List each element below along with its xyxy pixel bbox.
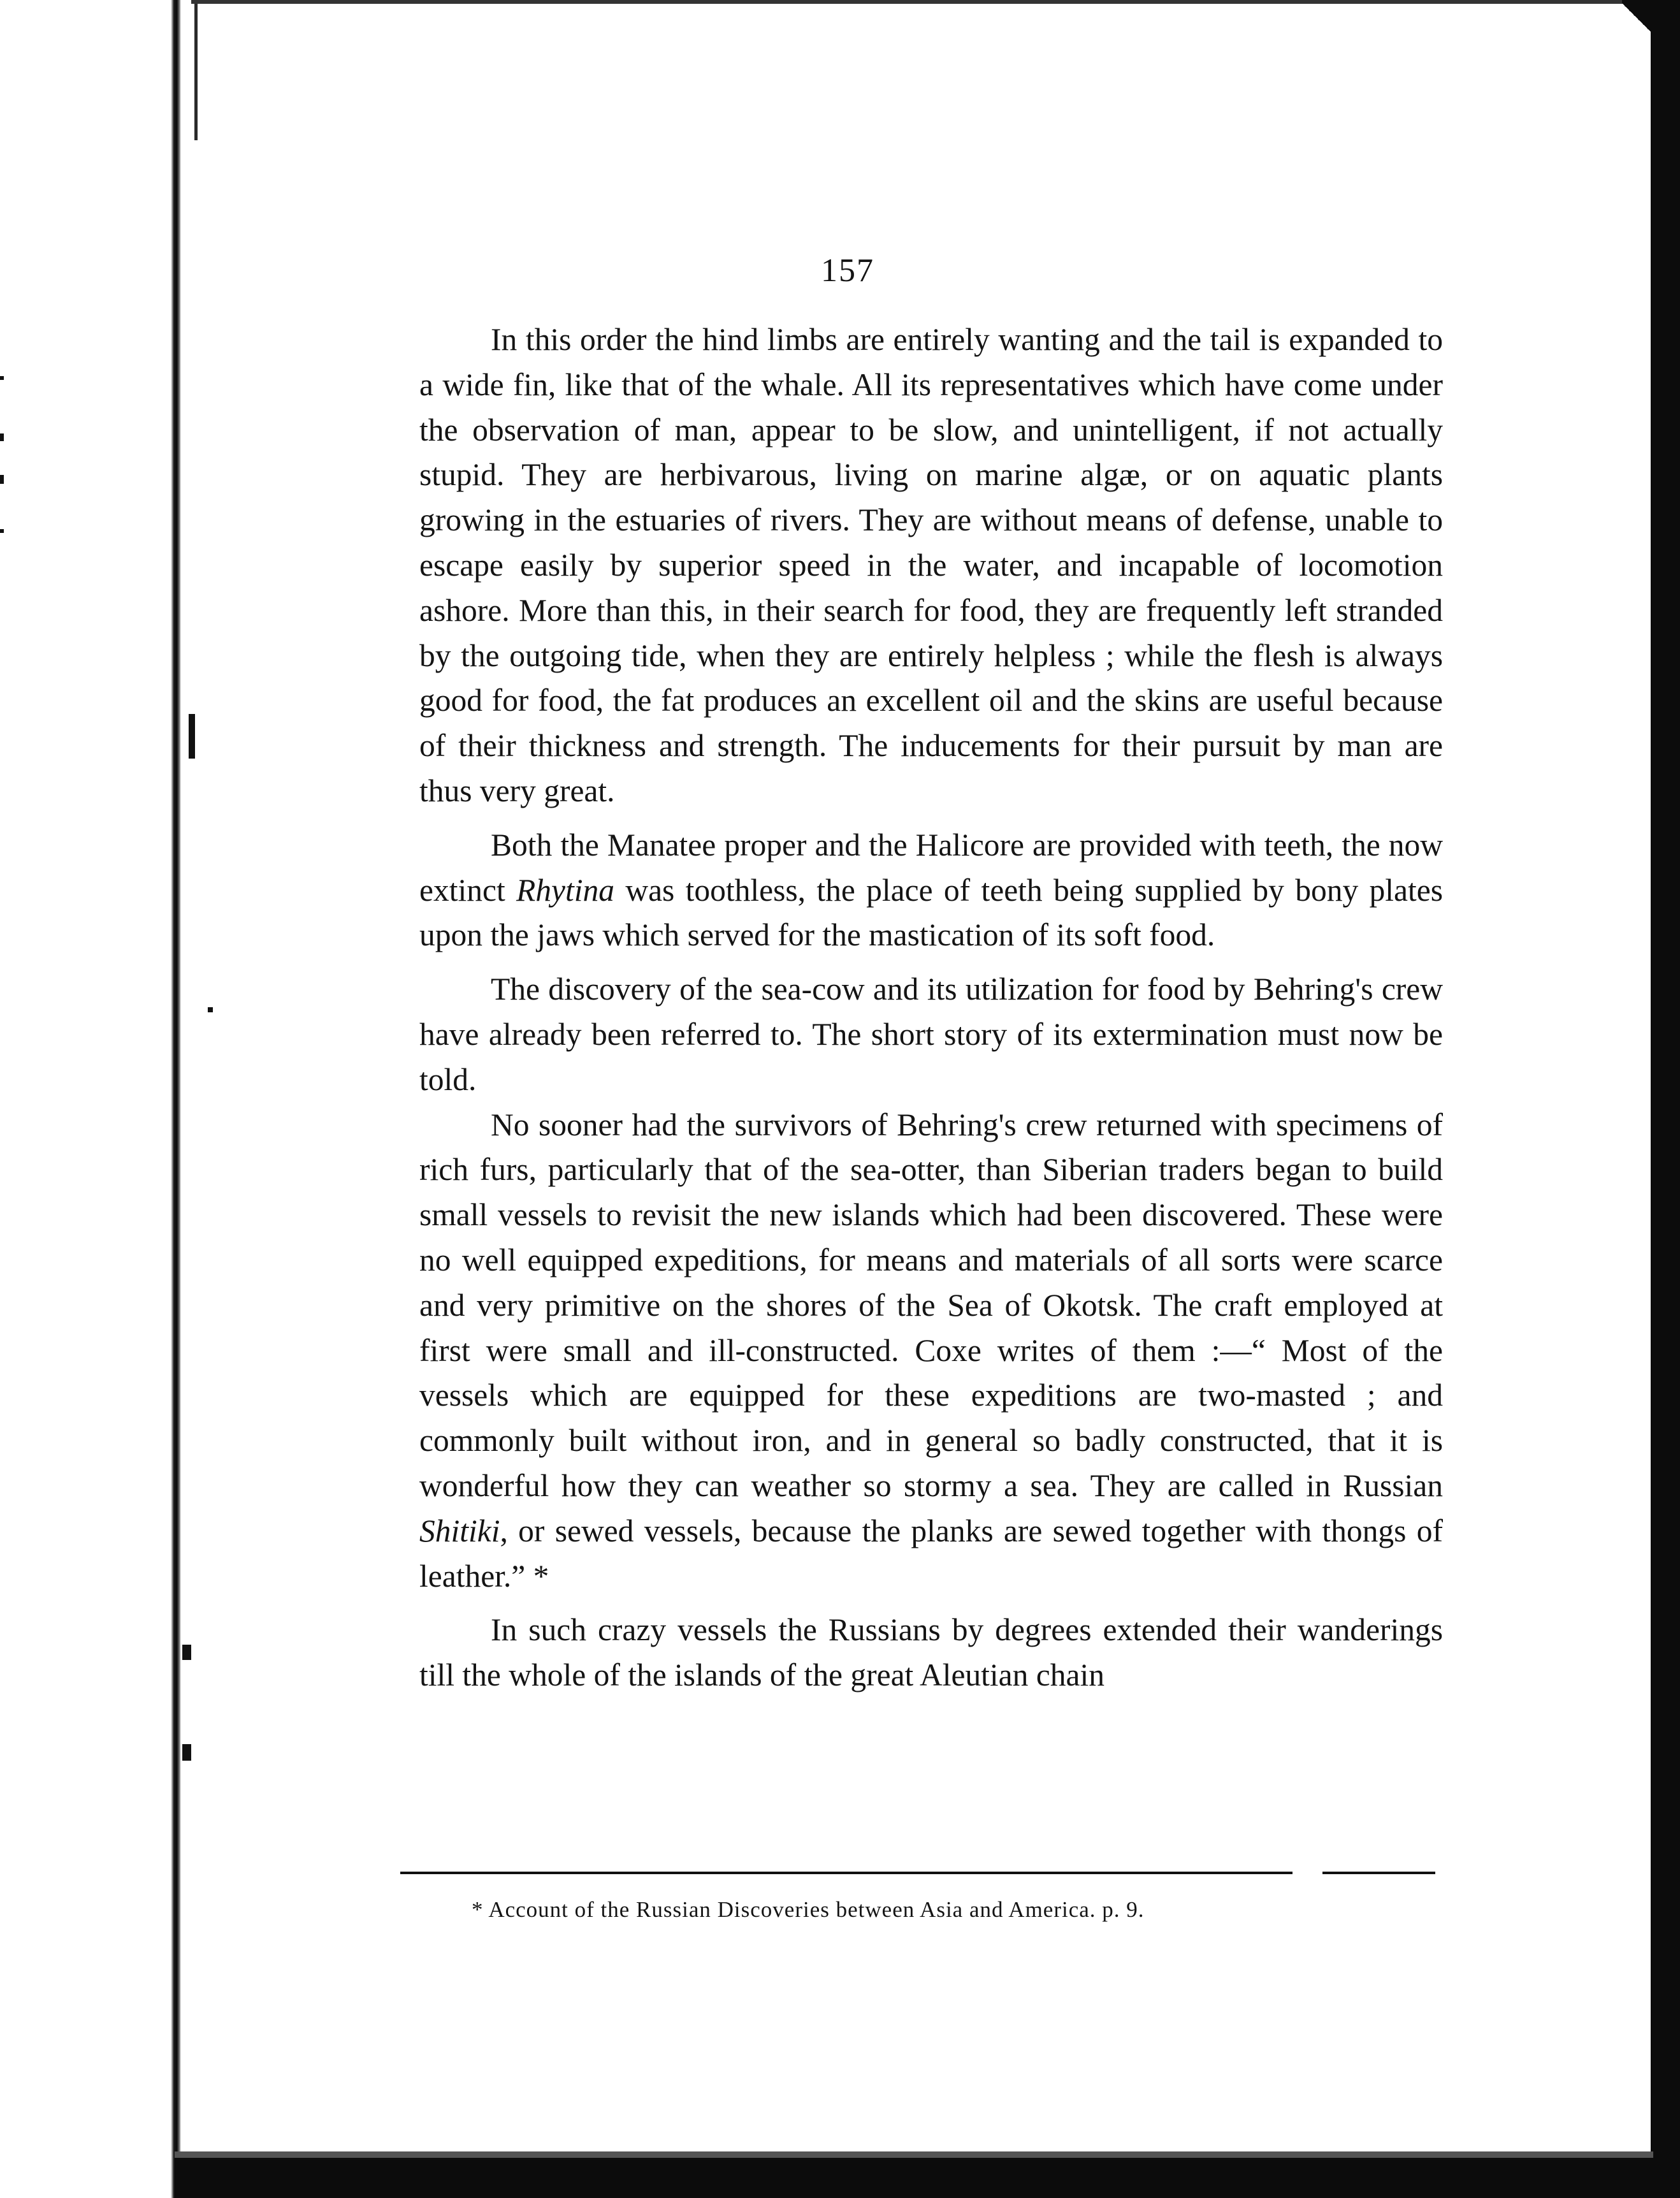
- margin-mark: [189, 714, 195, 759]
- page-number: 157: [821, 252, 874, 289]
- footnote-rule: [1322, 1872, 1435, 1874]
- margin-mark: [182, 1645, 191, 1660]
- page-binding-edge: [171, 0, 181, 2198]
- paragraph: The discovery of the sea-cow and its utilization for food by Behring's crew have already been referred to. The short story of its extermination must now be told.: [419, 972, 1443, 1097]
- margin-mark: [0, 376, 4, 380]
- species-name: Rhytina: [516, 872, 614, 908]
- paragraph: In this order the hind limbs are entirely wanting and the tail is expanded to a wide fin, like that of the whale. All its representatives which have come under the observation of man, appear to be slow, and unintelligent, if not actually stupid. They are herbivarous, living on marine algæ, or on aquatic plants growing in the estuaries of rivers. They are without means of defense, unable to escape easily by superior speed in the water, and incapable of locomotion ashore. More than this, in their search for food, they are frequently left stranded by the outgoing tide, when they are entirely helpless ; while the flesh is always good for food, the fat produces an excellent oil and the skins are useful because of their thickness and strength. The inducements for their pursuit by man are thus very great.: [419, 322, 1443, 808]
- margin-mark: [0, 529, 4, 533]
- page-corner-shadow: [1622, 0, 1654, 38]
- paragraph: In such crazy vessels the Russians by degrees extended their wanderings till the whole of the islands of the great Aleutian chain: [419, 1612, 1443, 1693]
- margin-mark: [208, 1007, 213, 1012]
- body-text: [419, 317, 1443, 1707]
- paragraph-text: was toothless, the place of teeth being supplied by bony plates upon the jaws which served for the mastication of its soft food.: [419, 872, 1443, 953]
- paragraph-text: No sooner had the survivors of Behring's crew returned with specimens of rich furs, particularly that of the sea-otter, than Siberian traders began to build small vessels to revisit the new islands which had been discovered. These were no well equipped expeditions, for means and materials of all sorts were scarce and very primitive on the shores of the Sea of Okotsk. The craft employed at first were small and ill-constructed. Coxe writes of them :—“ Most of the vessels which are equipped for these expeditions are two-masted ; and commonly built without iron, and in general so badly constructed, that it is wonderful how they can weather so stormy a sea. They are called in Russian: [419, 1107, 1443, 1503]
- paragraph-text: Both the Manatee proper and the Halicore are provided with teeth, the now extinct: [419, 827, 1443, 908]
- paragraph: [419, 1103, 1443, 1599]
- margin-mark: [0, 475, 4, 484]
- page-bottom-line: [175, 2151, 1653, 2158]
- paragraph: [419, 823, 1443, 958]
- footnote-rule: [400, 1872, 1293, 1874]
- page-bottom-edge: [175, 2158, 1680, 2198]
- margin-mark: [0, 433, 4, 441]
- paragraph-text: , or sewed vessels, because the planks are sewed together with thongs of leather.” *: [419, 1513, 1443, 1594]
- margin-mark: [182, 1744, 191, 1761]
- page-right-edge: [1651, 0, 1680, 2198]
- page-top-edge: [191, 0, 1657, 4]
- russian-term: Shitiki: [419, 1513, 500, 1548]
- page-binding-edge-thin: [194, 0, 198, 140]
- footnote: * Account of the Russian Discoveries between Asia and America. p. 9.: [472, 1897, 1145, 1922]
